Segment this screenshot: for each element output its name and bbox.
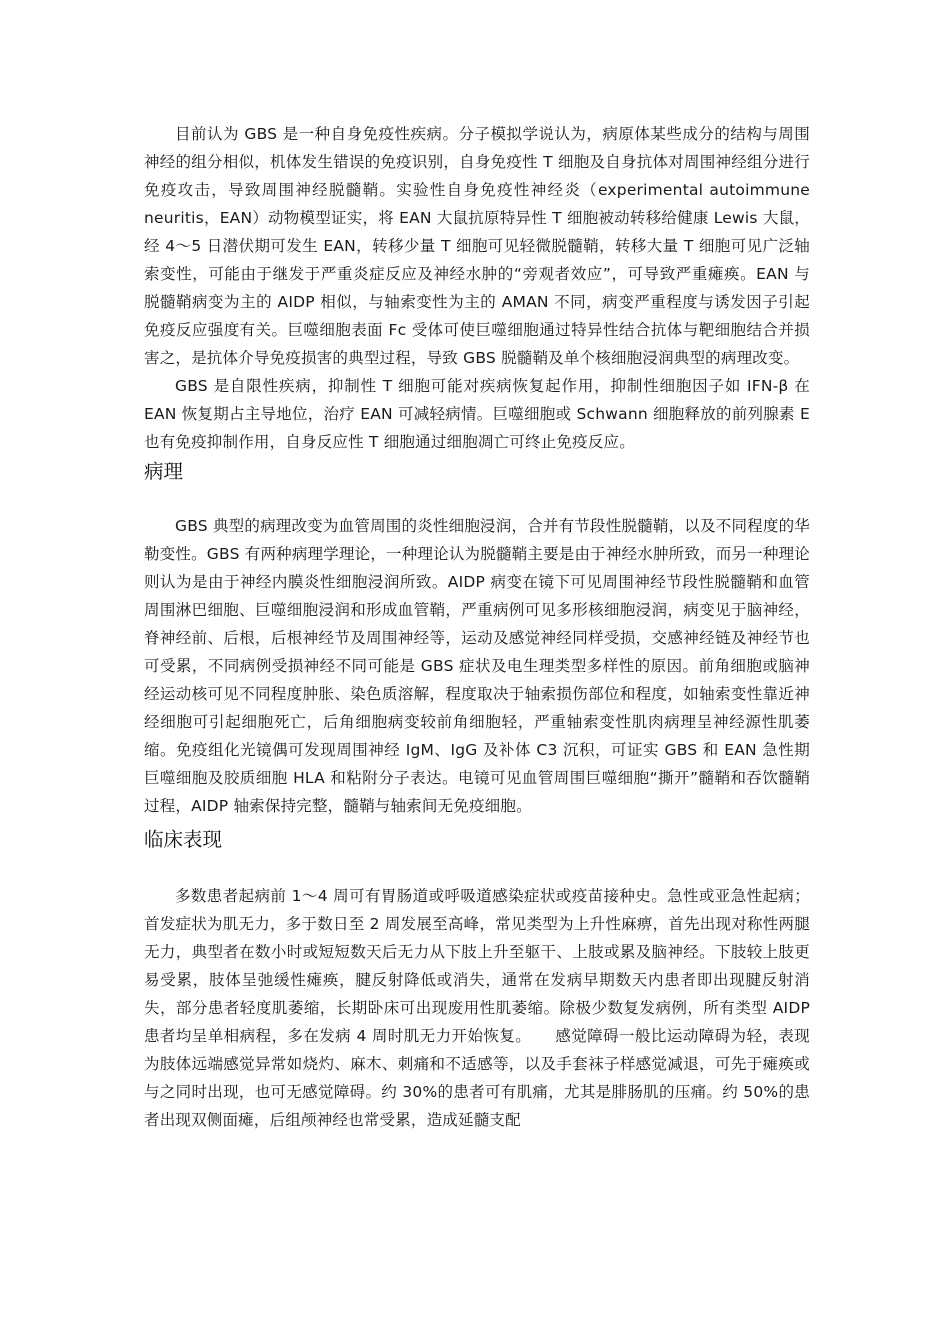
document-body [144,120,810,1134]
paragraph-clinical: 多数患者起病前 1～4 周可有胃肠道或呼吸道感染症状或疫苗接种史。急性或亚急性起病；首发症状为肌无力，多于数日至 2 周发展至高峰，常见类型为上升性麻痹，首先出现对称性两腿无力，典型者在数小时或短短数天后无力从下肢上升至躯干、上肢或累及脑神经。下肢较上肢更易受累，肢体呈弛缓性瘫痪，腱反射降低或消失，通常在发病早期数天内患者即出现腱反射消失，部分患者轻度肌萎缩，长期卧床可出现废用性肌萎缩。除极少数复发病例，所有类型 AIDP 患者均呈单相病程，多在发病 4 周时肌无力开始恢复。 感觉障碍一般比运动障碍为轻，表现为肢体远端感觉异常如烧灼、麻木、刺痛和不适感等，以及手套袜子样感觉减退，可先于瘫痪或与之同时出现，也可无感觉障碍。约 30%的患者可有肌痛，尤其是腓肠肌的压痛。约 50%的患者出现双侧面瘫，后组颅神经也常受累，造成延髓支配 [144,887,810,1129]
paragraph-self-limiting: GBS 是自限性疾病，抑制性 T 细胞可能对疾病恢复起作用，抑制性细胞因子如 IFN-β 在 EAN 恢复期占主导地位，治疗 EAN 可减轻病情。巨噬细胞或 Schwann 细胞释放的前列腺素 E 也有免疫抑制作用，自身反应性 T 细胞通过细胞凋亡可终止免疫反应。 [144,377,810,451]
paragraph-immune-mechanism: 目前认为 GBS 是一种自身免疫性疾病。分子模拟学说认为，病原体某些成分的结构与周围神经的组分相似，机体发生错误的免疫识别，自身免疫性 T 细胞及自身抗体对周围神经组分进行免疫攻击，导致周围神经脱髓鞘。实验性自身免疫性神经炎（experimental autoimmune neuritis，EAN）动物模型证实，将 EAN 大鼠抗原特异性 T 细胞被动转移给健康 Lewis 大鼠，经 4～5 日潜伏期可发生 EAN，转移少量 T 细胞可见轻微脱髓鞘，转移大量 T 细胞可见广泛轴索变性，可能由于继发于严重炎症反应及神经水肿的“旁观者效应”，可导致严重瘫痪。EAN 与脱髓鞘病变为主的 AIDP 相似，与轴索变性为主的 AMAN 不同，病变严重程度与诱发因子引起免疫反应强度有关。巨噬细胞表面 Fc 受体可使巨噬细胞通过特异性结合抗体与靶细胞结合并损害之，是抗体介导免疫损害的典型过程，导致 GBS 脱髓鞘及单个核细胞浸润典型的病理改变。 [144,125,810,367]
section-heading-pathology: 病理 [144,460,184,483]
section-heading-clinical: 临床表现 [144,828,223,851]
paragraph-pathology: GBS 典型的病理改变为血管周围的炎性细胞浸润，合并有节段性脱髓鞘，以及不同程度的华勒变性。GBS 有两种病理学理论，一种理论认为脱髓鞘主要是由于神经水肿所致，而另一种理论则认为是由于神经内膜炎性细胞浸润所致。AIDP 病变在镜下可见周围神经节段性脱髓鞘和血管周围淋巴细胞、巨噬细胞浸润和形成血管鞘，严重病例可见多形核细胞浸润，病变见于脑神经，脊神经前、后根，后根神经节及周围神经等，运动及感觉神经同样受损，交感神经链及神经节也可受累，不同病例受损神经不同可能是 GBS 症状及电生理类型多样性的原因。前角细胞或脑神经运动核可见不同程度肿胀、染色质溶解，程度取决于轴索损伤部位和程度，如轴索变性靠近神经细胞可引起细胞死亡，后角细胞病变较前角细胞轻，严重轴索变性肌肉病理呈神经源性肌萎缩。免疫组化光镜偶可发现周围神经 IgM、IgG 及补体 C3 沉积，可证实 GBS 和 EAN 急性期巨噬细胞及胶质细胞 HLA 和粘附分子表达。电镜可见血管周围巨噬细胞“撕开”髓鞘和吞饮髓鞘过程，AIDP 轴索保持完整，髓鞘与轴索间无免疫细胞。 [144,517,810,815]
